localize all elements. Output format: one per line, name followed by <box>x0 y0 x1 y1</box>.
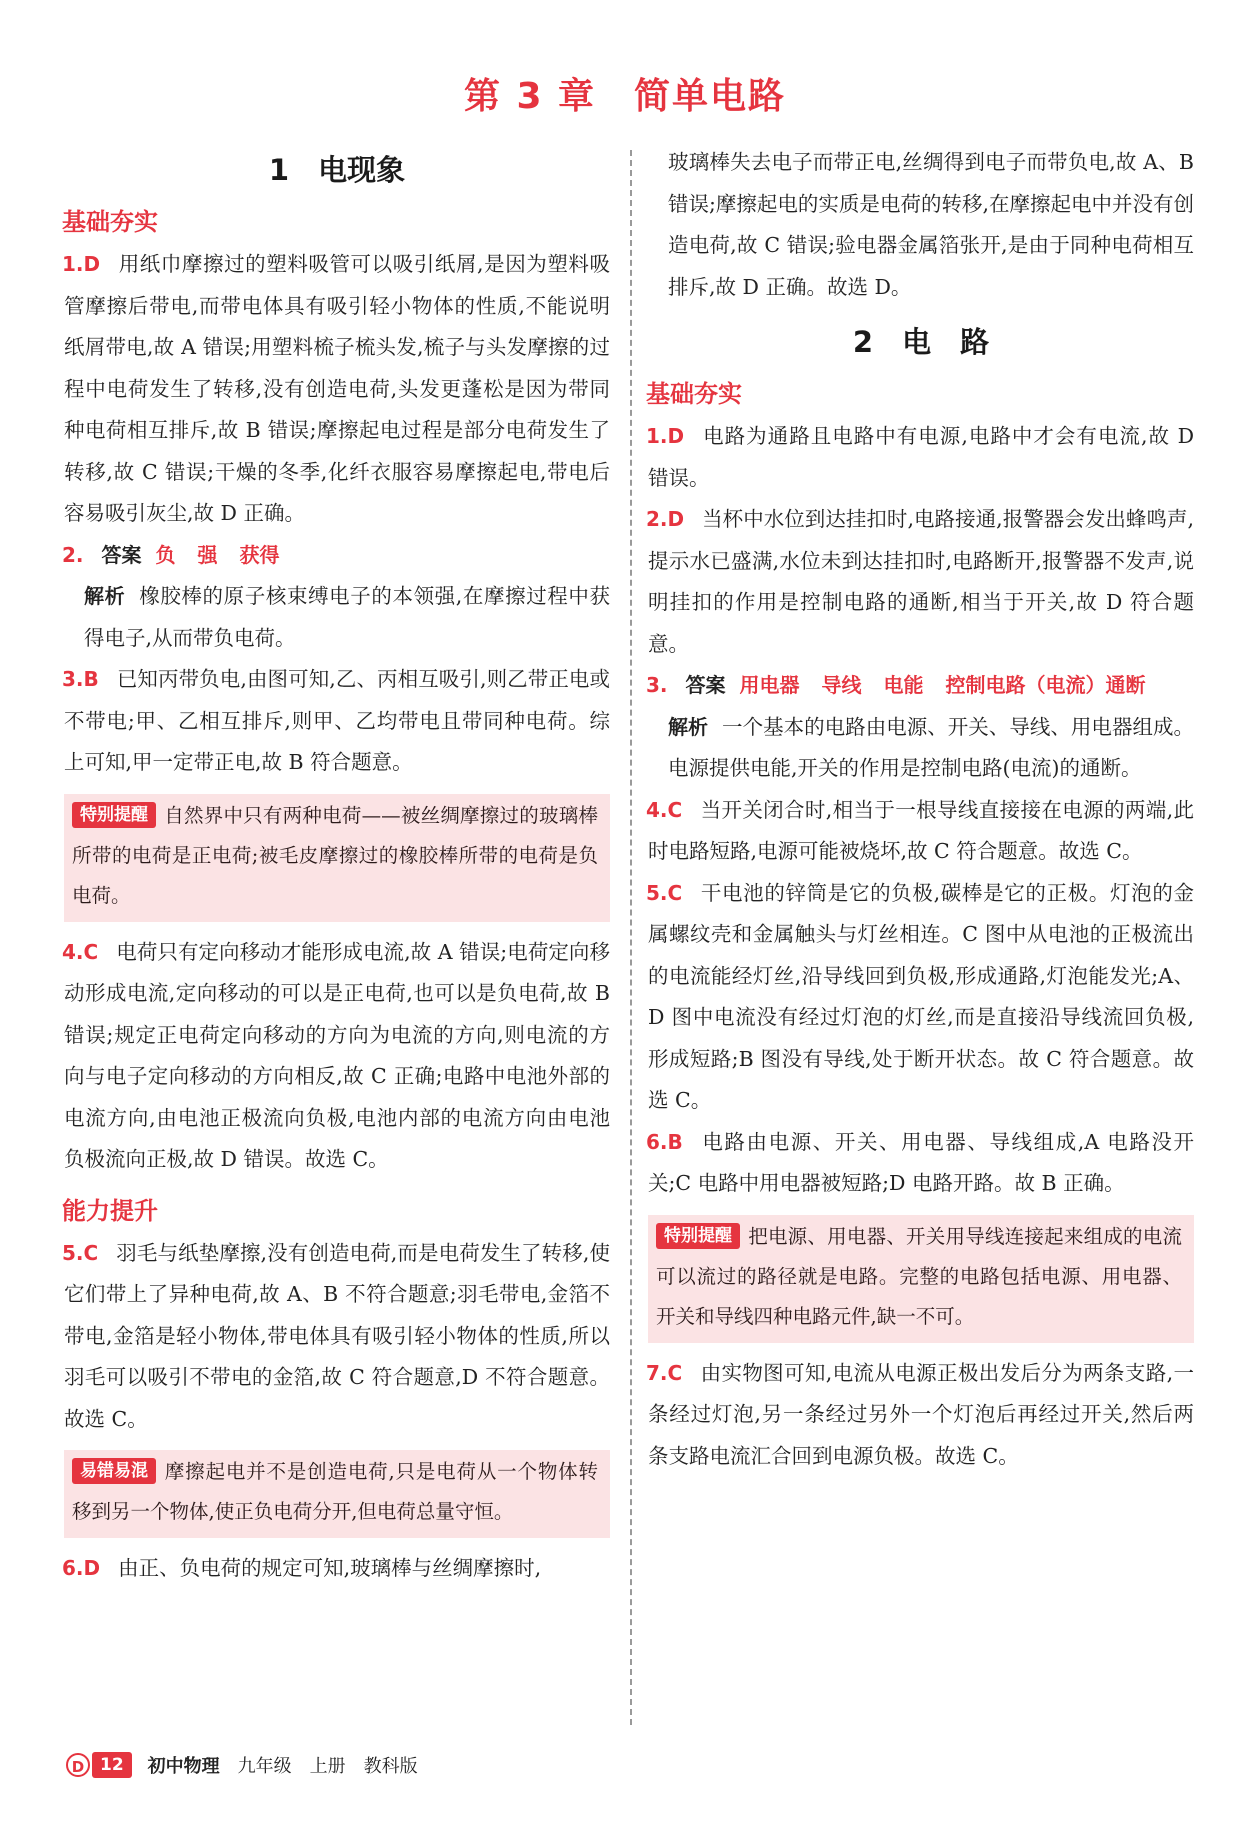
answer-value: 用电器 <box>739 673 800 697</box>
tip-tag: 特别提醒 <box>72 802 156 828</box>
answer-item <box>64 1548 610 1590</box>
answer-item <box>648 499 1194 665</box>
answer-label: 答案 <box>685 673 726 697</box>
tip-box <box>648 1215 1194 1343</box>
item-text: 用纸巾摩擦过的塑料吸管可以吸引纸屑,是因为塑料吸管摩擦后带电,而带电体具有吸引轻小物体的性质,不能说明纸屑带电,故 A 错误;用塑料梳子梳头发,梳子与头发摩擦的过程中电荷发生了转移,没有创造电荷,头发更蓬松是因为带同种电荷相互排斥,故 B 错误;摩擦起电过程是部分电荷发生了转移,故 C 错误;干燥的冬季,化纤衣服容易摩擦起电,带电后容易吸引灰尘,故 D 正确。 <box>64 252 610 525</box>
page-footer <box>66 1750 436 1780</box>
continued-text: 玻璃棒失去电子而带正电,丝绸得到电子而带负电,故 A、B 错误;摩擦起电的实质是电荷的转移,在摩擦起电中并没有创造电荷,故 C 错误;验电器金属箔张开,是由于同种电荷相互排斥,故 D 正确。故选 D。 <box>668 150 1194 299</box>
subhead-basic: 基础夯实 <box>646 380 742 408</box>
left-column <box>64 148 610 1590</box>
page-number: 12 <box>92 1752 132 1778</box>
answer-item <box>64 659 610 784</box>
subhead-ability: 能力提升 <box>62 1196 158 1225</box>
answer-value: 强 <box>197 542 218 567</box>
answer-label: 答案 <box>101 542 142 567</box>
chapter-title: 第 3 章 简单电路 <box>463 76 787 117</box>
item-number: 7.C <box>646 1360 683 1385</box>
answer-value: 控制电路（电流）通断 <box>945 673 1146 697</box>
edition: 教科版 <box>363 1756 418 1777</box>
tip-text: 自然界中只有两种电荷——被丝绸摩擦过的玻璃棒所带的电荷是正电荷;被毛皮摩擦过的橡胶棒所带的电荷是负电荷。 <box>72 803 598 907</box>
item-number: 2.D <box>646 507 685 531</box>
analysis-text: 一个基本的电路由电源、开关、导线、用电器组成。电源提供电能,开关的作用是控制电路(电流)的通断。 <box>668 714 1195 780</box>
item-number: 1.D <box>646 424 685 448</box>
book-title: 初中物理 <box>147 1756 220 1777</box>
answer-item <box>648 1122 1194 1205</box>
right-column <box>648 142 1194 1477</box>
item-text: 当开关闭合时,相当于一根导线直接接在电源的两端,此时电路短路,电源可能被烧坏,故 C 符合题意。故选 C。 <box>648 797 1194 863</box>
analysis-label: 解析 <box>668 714 709 739</box>
answer-value: 电能 <box>883 673 924 697</box>
item-number: 5.C <box>646 880 683 905</box>
item-number: 3. <box>646 673 668 697</box>
item-number: 4.C <box>62 939 99 964</box>
analysis-label: 解析 <box>84 584 126 608</box>
item-number: 1.D <box>62 252 101 276</box>
answer-item <box>64 1233 610 1441</box>
tip-tag: 特别提醒 <box>656 1223 740 1249</box>
answer-item <box>64 244 610 535</box>
tip-box <box>64 1450 610 1538</box>
section-title-circuit: 2 电 路 <box>852 325 990 359</box>
answer-value: 获得 <box>239 542 280 567</box>
item-text: 由正、负电荷的规定可知,玻璃棒与丝绸摩擦时, <box>118 1556 542 1580</box>
subhead-basic: 基础夯实 <box>62 208 158 236</box>
answer-value: 导线 <box>821 673 862 697</box>
item-number: 5.C <box>62 1240 99 1265</box>
item-text: 当杯中水位到达挂扣时,电路接通,报警器会发出蜂鸣声,提示水已盛满,水位未到达挂扣时,电路断开,报警器不发声,说明挂扣的作用是控制电路的通断,相当于开关,故 D 符合题意。 <box>648 507 1194 656</box>
tip-box <box>64 794 610 922</box>
item-text: 电荷只有定向移动才能形成电流,故 A 错误;电荷定向移动形成电流,定向移动的可以是正电荷,也可以是负电荷,故 B 错误;规定正电荷定向移动的方向为电流的方向,则电流的方向与电子定向移动的方向相反,故 C 正确;电路中电池外部的电流方向,由电池正极流向负极,电池内部的电流方向由电池负极流向正极,故 D 错误。故选 C。 <box>64 939 610 1171</box>
answer-item <box>648 665 1194 707</box>
answer-item <box>648 1353 1194 1478</box>
item-number: 3.B <box>62 667 99 691</box>
analysis <box>64 576 610 659</box>
answer-value: 负 <box>155 542 176 567</box>
item-number: 6.B <box>646 1129 683 1154</box>
volume: 上册 <box>309 1756 346 1777</box>
item-text: 干电池的锌筒是它的负极,碳棒是它的正极。灯泡的金属螺纹壳和金属触头与灯丝相连。C 图中从电池的正极流出的电流能经灯丝,沿导线回到负极,形成通路,灯泡能发光;A、D 图中电流没有经过灯泡的灯丝,而是直接沿导线流回负极,形成短路;B 图没有导线,处于断开状态。故 C 符合题意。故选 C。 <box>648 880 1194 1112</box>
column-divider <box>630 150 632 1725</box>
answer-item <box>64 535 610 577</box>
answer-item <box>64 932 610 1181</box>
answer-item <box>648 790 1194 873</box>
tip-tag: 易错易混 <box>72 1458 156 1484</box>
item-text: 已知丙带负电,由图可知,乙、丙相互吸引,则乙带正电或不带电;甲、乙相互排斥,则甲、乙均带电且带同种电荷。综上可知,甲一定带正电,故 B 符合题意。 <box>64 667 610 774</box>
item-number: 6.D <box>62 1556 101 1580</box>
item-text: 电路为通路且电路中有电源,电路中才会有电流,故 D 错误。 <box>648 424 1194 490</box>
answer-item <box>648 416 1194 499</box>
tip-text: 把电源、用电器、开关用导线连接起来组成的电流可以流过的路径就是电路。完整的电路包括电源、用电器、开关和导线四种电路元件,缺一不可。 <box>656 1224 1182 1328</box>
answer-item <box>648 873 1194 1122</box>
series-badge: D <box>66 1753 90 1777</box>
item-number: 4.C <box>646 797 683 822</box>
tip-text: 摩擦起电并不是创造电荷,只是电荷从一个物体转移到另一个物体,使正负电荷分开,但电荷总量守恒。 <box>72 1460 598 1523</box>
grade: 九年级 <box>237 1756 292 1777</box>
analysis-text: 橡胶棒的原子核束缚电子的本领强,在摩擦过程中获得电子,从而带负电荷。 <box>84 584 611 650</box>
item-text: 羽毛与纸垫摩擦,没有创造电荷,而是电荷发生了转移,使它们带上了异种电荷,故 A、B 不符合题意;羽毛带电,金箔不带电,金箔是轻小物体,带电体具有吸引轻小物体的性质,所以羽毛可以吸引不带电的金箔,故 C 符合题意,D 不符合题意。故选 C。 <box>64 1240 610 1431</box>
item-text: 电路由电源、开关、用电器、导线组成,A 电路没开关;C 电路中用电器被短路;D 电路开路。故 B 正确。 <box>648 1129 1194 1195</box>
item-text: 由实物图可知,电流从电源正极出发后分为两条支路,一条经过灯泡,另一条经过另外一个灯泡后再经过开关,然后两条支路电流汇合回到电源负极。故选 C。 <box>648 1360 1194 1468</box>
item-number: 2. <box>62 542 84 567</box>
analysis <box>648 707 1194 790</box>
section-title-electric-phenomena: 1 电现象 <box>268 153 406 187</box>
